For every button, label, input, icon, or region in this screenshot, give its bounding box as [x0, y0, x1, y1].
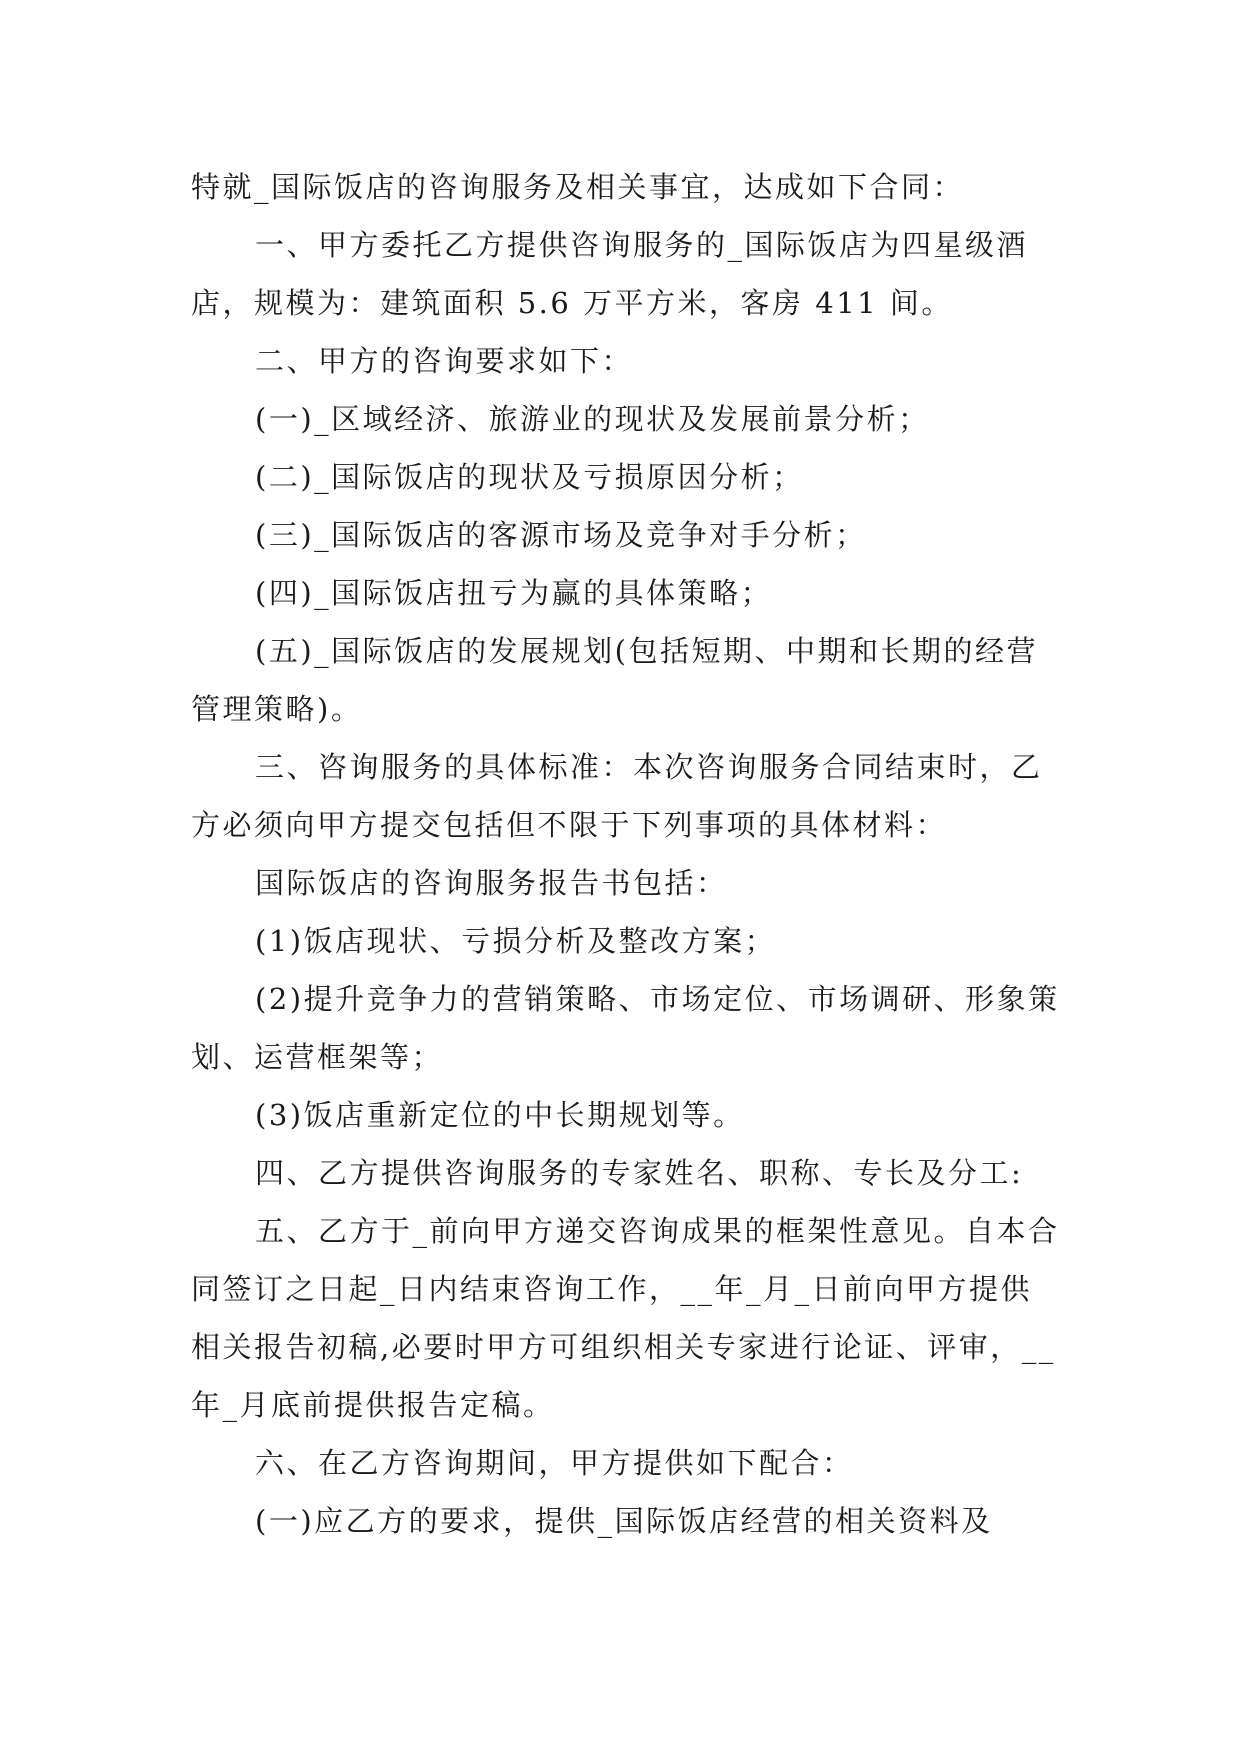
document-body — [191, 158, 1061, 1550]
paragraph-report-contents: 国际饭店的咨询服务报告书包括： — [255, 866, 728, 900]
paragraph-report-item-1: (1)饭店现状、亏损分析及整改方案； — [255, 924, 777, 958]
paragraph-clause-2-item-4: (四)_国际饭店扭亏为赢的具体策略； — [255, 576, 773, 610]
paragraph-clause-2-item-2: (二)_国际饭店的现状及亏损原因分析； — [255, 460, 804, 494]
paragraph-report-item-2: (2)提升竞争力的营销策略、市场定位、市场调研、形象策划、运营框架等； — [191, 982, 1060, 1074]
paragraph-report-item-3: (3)饭店重新定位的中长期规划等。 — [255, 1098, 745, 1132]
paragraph-clause-5: 五、乙方于_前向甲方递交咨询成果的框架性意见。自本合同签订之日起_日内结束咨询工作，__年_月_日前向甲方提供相关报告初稿,必要时甲方可组织相关专家进行论证、评审，__年_月底前提供报告定稿。 — [191, 1214, 1060, 1422]
paragraph-clause-2: 二、甲方的咨询要求如下： — [255, 344, 634, 378]
paragraph-clause-3: 三、咨询服务的具体标准：本次咨询服务合同结束时，乙方必须向甲方提交包括但不限于下列事项的具体材料： — [191, 750, 1043, 842]
paragraph-clause-1: 一、甲方委托乙方提供咨询服务的_国际饭店为四星级酒店，规模为：建筑面积 5.6 万平方米，客房 411 间。 — [191, 228, 1029, 320]
paragraph-clause-2-item-1: (一)_区域经济、旅游业的现状及发展前景分析； — [255, 402, 930, 436]
paragraph-intro: 特就_国际饭店的咨询服务及相关事宜，达成如下合同： — [191, 170, 965, 204]
paragraph-clause-2-item-3: (三)_国际饭店的客源市场及竞争对手分析； — [255, 518, 867, 552]
paragraph-clause-6: 六、在乙方咨询期间，甲方提供如下配合： — [255, 1446, 854, 1480]
paragraph-clause-6-item-1: (一)应乙方的要求，提供_国际饭店经营的相关资料及 — [255, 1504, 993, 1538]
paragraph-clause-4: 四、乙方提供咨询服务的专家姓名、职称、专长及分工: — [255, 1156, 1024, 1190]
paragraph-clause-2-item-5: (五)_国际饭店的发展规划(包括短期、中期和长期的经营管理策略)。 — [191, 634, 1038, 726]
